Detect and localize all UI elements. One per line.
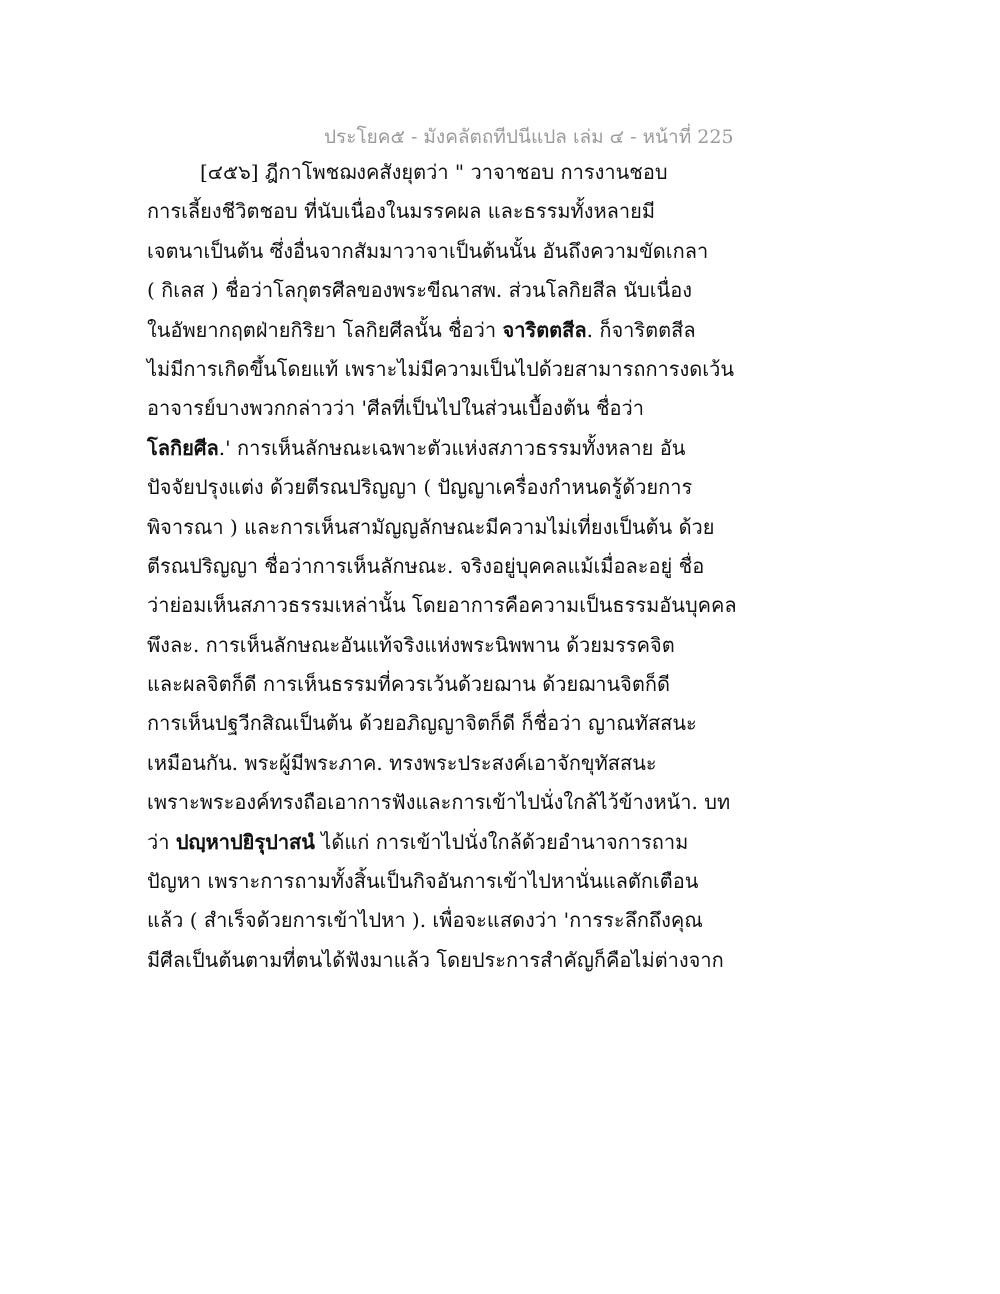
text-line: [๔๕๖] ฎีกาโพชฌงคสังยุตว่า " วาจาชอบ การงานชอบ xyxy=(200,160,668,184)
text-segment: ในอัพยากฤตฝ่ายกิริยา โลกิยศีลนั้น ชื่อว่า xyxy=(147,317,503,342)
text-line: เหมือนกัน. พระผู้มีพระภาค. ทรงพระประสงค์เอาจักขุทัสสนะ xyxy=(147,750,657,775)
bold-term-jarittasila: จาริตตสีล xyxy=(502,317,587,342)
text-segment: . ก็จาริตตสีล xyxy=(586,317,696,342)
text-line: ไม่มีการเกิดขึ้นโดยแท้ เพราะไม่มีความเป็นไปด้วยสามารถการงดเว้น xyxy=(147,356,735,381)
text-line: ปัจจัยปรุงแต่ง ด้วยตีรณปริญญา ( ปัญญาเครื่องกำหนดรู้ด้วยการ xyxy=(147,475,693,500)
text-line: ปัญหา เพราะการถามทั้งสิ้นเป็นกิจอันการเข้าไปหานั่นแลตักเตือน xyxy=(147,869,699,894)
text-line: มีศีลเป็นต้นตามที่ตนได้ฟังมาแล้ว โดยประการสำคัญก็คือไม่ต่างจาก xyxy=(147,947,724,972)
text-line: พึงละ. การเห็นลักษณะอันแท้จริงแห่งพระนิพพาน ด้วยมรรคจิต xyxy=(147,632,675,657)
text-line: แล้ว ( สำเร็จด้วยการเข้าไปหา ). เพื่อจะแสดงว่า 'การระลึกถึงคุณ xyxy=(147,908,703,933)
text-line: ( กิเลส ) ชื่อว่าโลกุตรศีลของพระขีณาสพ. ส่วนโลกิยสีล นับเนื่อง xyxy=(147,278,693,303)
text-segment: ว่า xyxy=(147,829,176,854)
text-line: ว่าย่อมเห็นสภาวธรรมเหล่านั้น โดยอาการคือความเป็นธรรมอันบุคคล xyxy=(147,593,737,618)
bold-term-panhapayirupasanam: ปญฺหาปยิรุปาสนํ xyxy=(175,829,315,854)
text-line: ตีรณปริญญา ชื่อว่าการเห็นลักษณะ. จริงอยู่บุคคลแม้เมื่อละอยู่ ชื่อ xyxy=(147,553,705,578)
text-line: การเห็นปฐวีกสิณเป็นต้น ด้วยอภิญญาจิตก็ดี ก็ชื่อว่า ญาณทัสสนะ xyxy=(147,711,697,736)
body-paragraph xyxy=(147,153,737,980)
text-line: พิจารณา ) และการเห็นสามัญญลักษณะมีความไม่เที่ยงเป็นต้น ด้วย xyxy=(147,514,715,539)
text-line: การเลี้ยงชีวิตชอบ ที่นับเนื่องในมรรคผล และธรรมทั้งหลายมี xyxy=(147,199,656,224)
text-line: เจตนาเป็นต้น ซึ่งอื่นจากสัมมาวาจาเป็นต้นนั้น อันถึงความขัดเกลา xyxy=(147,238,709,263)
text-line: และผลจิตก็ดี การเห็นธรรมที่ควรเว้นด้วยฌาน ด้วยฌานจิตก็ดี xyxy=(147,672,670,697)
text-line: อาจารย์บางพวกกล่าวว่า 'ศีลที่เป็นไปในส่วนเบื้องต้น ชื่อว่า xyxy=(147,396,645,421)
text-line: เพราะพระองค์ทรงถือเอาการฟังและการเข้าไปนั่งใกล้ไว้ข้างหน้า. บท xyxy=(147,790,731,815)
bold-term-lokiyasila: โลกิยศีล xyxy=(147,435,219,460)
page-header: ประโยค๕ - มังคลัตถทีปนีแปล เล่ม ๔ - หน้าที่ 225 xyxy=(324,126,734,148)
text-line xyxy=(147,311,707,350)
text-segment: ได้แก่ การเข้าไปนั่งใกล้ด้วยอำนาจการถาม xyxy=(314,829,689,854)
text-line xyxy=(147,823,707,862)
text-segment: .' การเห็นลักษณะเฉพาะตัวแห่งสภาวธรรมทั้งหลาย อัน xyxy=(218,435,686,460)
text-line xyxy=(147,429,707,468)
